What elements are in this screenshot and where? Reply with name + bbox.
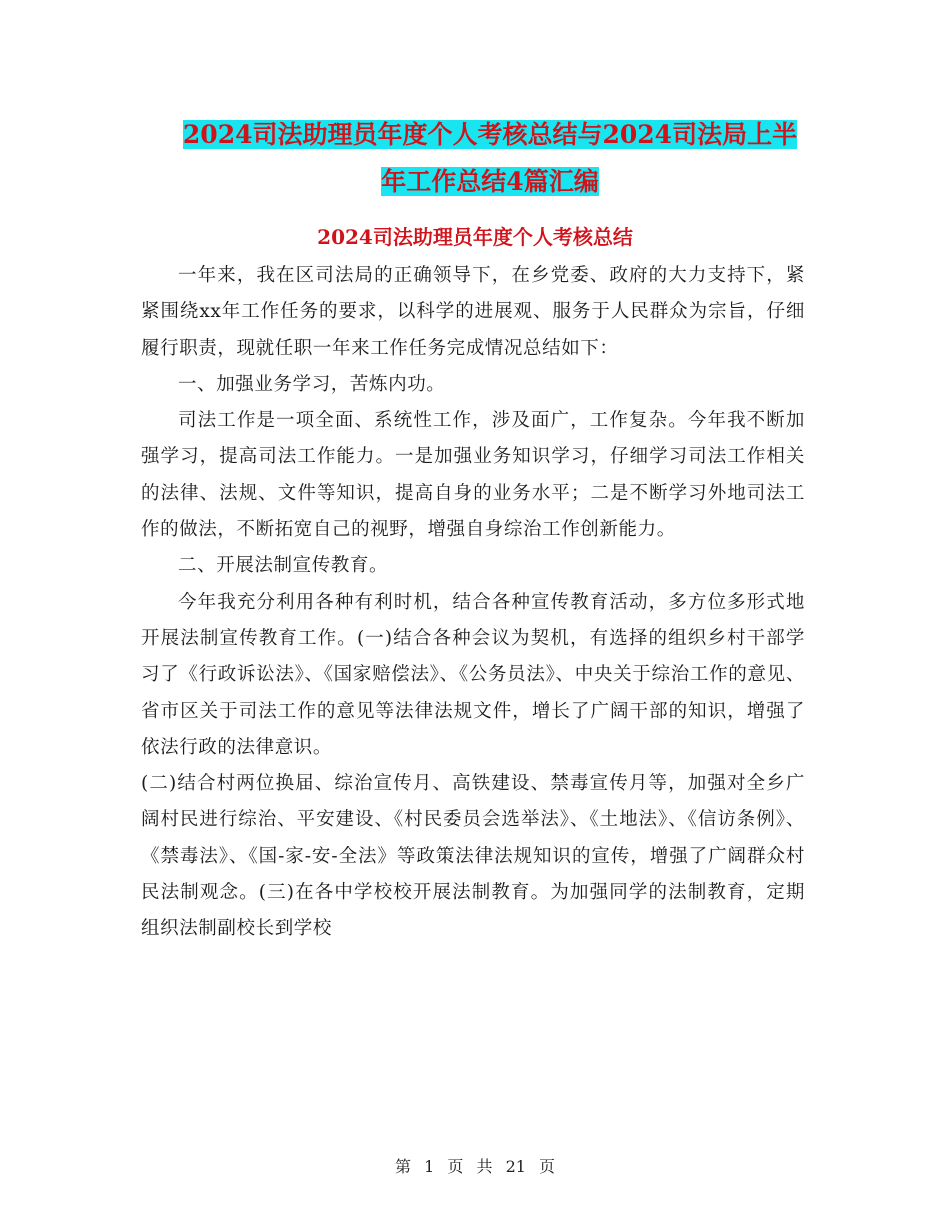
paragraph: (二)结合村两位换届、综治宣传月、高铁建设、禁毒宣传月等，加强对全乡广阔村民进行综治、平安建设、《村民委员会选举法》、《土地法》、《信访条例》、《禁毒法》、《国-家-安-全法》等政策法律法规知识的宣传，增强了广阔群众村民法制观念。(三)在各中学校校开展法制教育。为加强同学的法制教育，定期组织法制副校长到学校: [141, 773, 805, 940]
document-body: [141, 258, 805, 948]
footer-total-pages: 21: [505, 1157, 526, 1176]
paragraph: 今年我充分利用各种有利时机，结合各种宣传教育活动，多方位多形式地开展法制宣传教育工作。(一)结合各种会议为契机，有选择的组织乡村干部学习了《行政诉讼法》、《国家赔偿法》、《公务员法》、中央关于综治工作的意见、省市区关于司法工作的意见等法律法规文件，增长了广阔干部的知识，增强了依法行政的法律意识。: [141, 591, 805, 758]
footer-page-unit: 页: [447, 1157, 464, 1176]
paragraph: 司法工作是一项全面、系统性工作，涉及面广，工作复杂。今年我不断加强学习，提高司法工作能力。一是加强业务知识学习，仔细学习司法工作相关的法律、法规、文件等知识，提高自身的业务水平；二是不断学习外地司法工作的做法，不断拓宽自己的视野，增强自身综治工作创新能力。: [141, 410, 805, 541]
footer-page-label: 第: [394, 1157, 411, 1176]
section-title: 2024司法助理员年度个人考核总结: [317, 225, 633, 249]
document-title-line-2: 年工作总结4篇汇编: [381, 167, 599, 196]
document-title-line-1: 2024司法助理员年度个人考核总结与2024司法局上半: [182, 120, 798, 149]
document-title: [140, 111, 840, 205]
paragraph: 一年来，我在区司法局的正确领导下，在乡党委、政府的大力支持下，紧紧围绕xx年工作任务的要求，以科学的进展观、服务于人民群众为宗旨，仔细履行职责，现就任职一年来工作任务完成情况总结如下：: [141, 265, 805, 359]
footer-total-unit: 页: [539, 1157, 556, 1176]
footer-page-number: 1: [424, 1157, 435, 1176]
footer-total-label: 共: [476, 1157, 493, 1176]
paragraph-heading: 二、开展法制宣传教育。: [178, 555, 389, 577]
page-footer: [0, 1154, 950, 1177]
paragraph-heading: 一、加强业务学习，苦炼内功。: [178, 373, 446, 395]
